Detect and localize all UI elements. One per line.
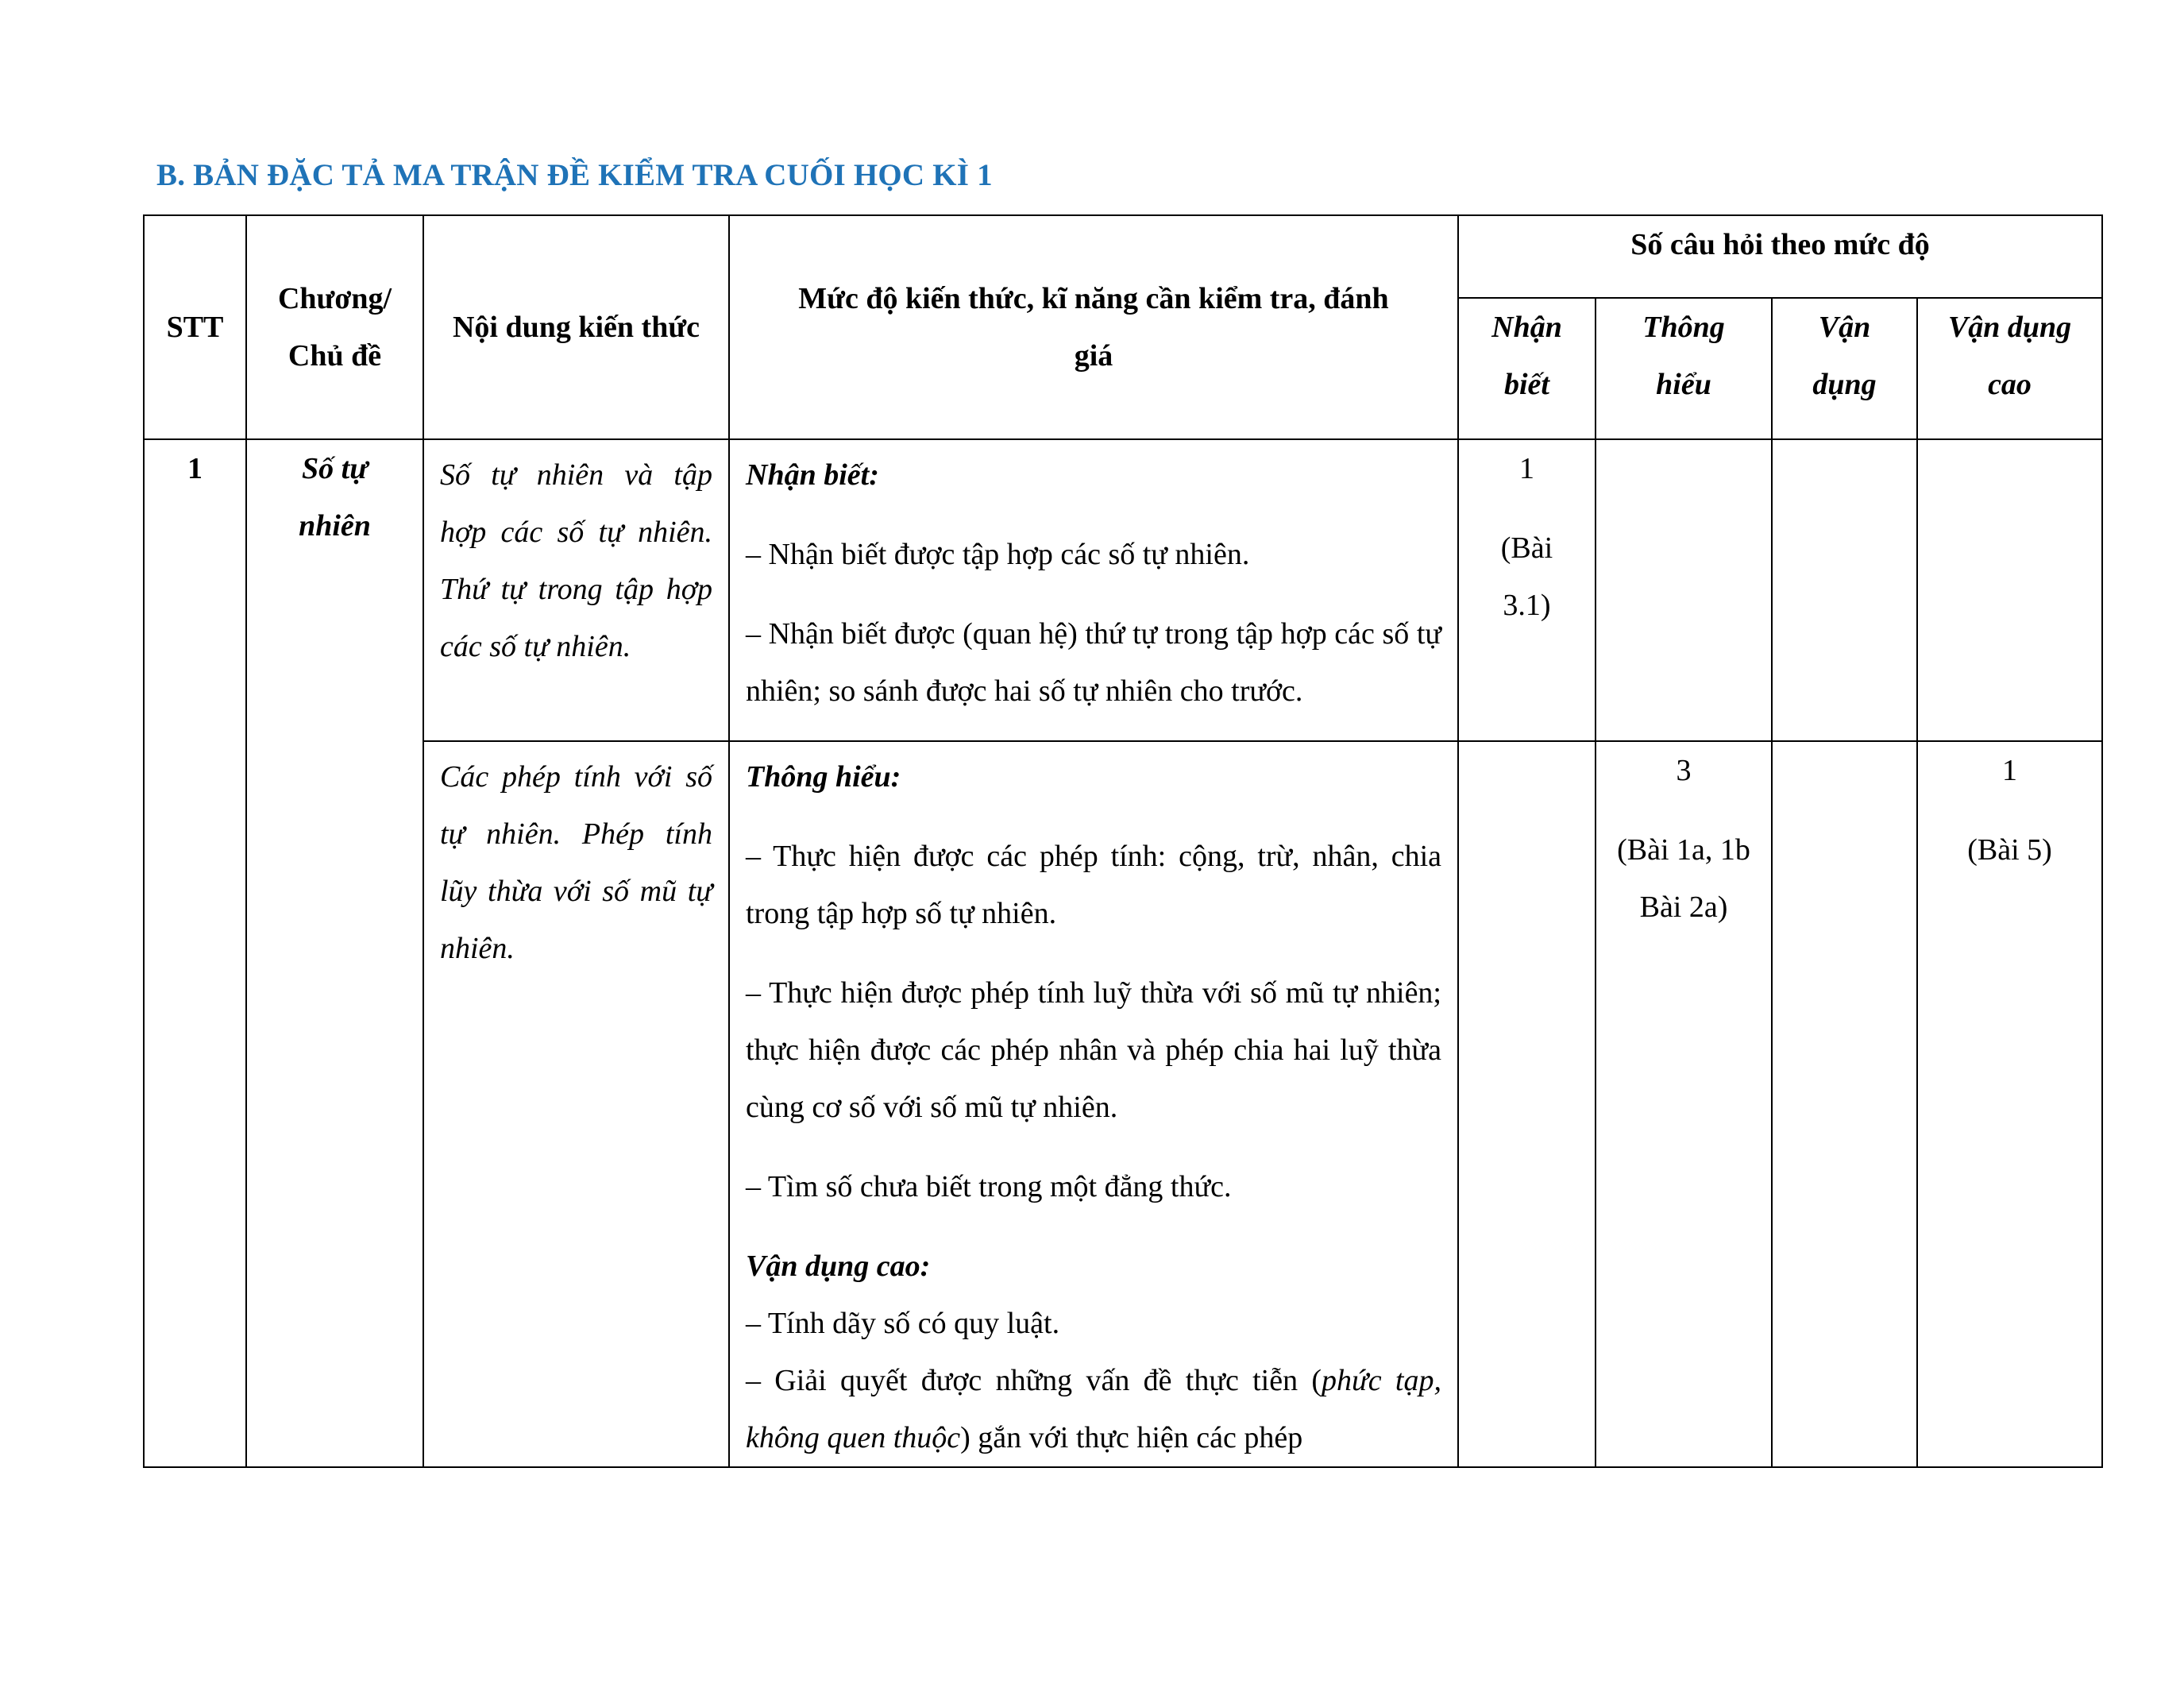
level-understand-cell: Thông hiểu: – Thực hiện được các phép tính: cộng, trừ, nhân, chia trong tập hợp số tự nhiên. – Thực hiện được phép tính luỹ thừa với số mũ tự nhiên; thực hiện được các phép nhân và phép chia hai luỹ thừa cùng cơ số với số mũ tự nhiên. – Tìm số chưa biết trong một đẳng thức. Vận dụng cao: – Tính dãy số có quy luật. – Giải quyết được những vấn đề thực tiễn (phức tạp, không quen thuộc) gắn với thực hiện các phép bbox=[729, 741, 1458, 1467]
understand-count-cell: 3 (Bài 1a, 1b Bài 2a) bbox=[1596, 741, 1772, 1467]
recognize-count-cell-b bbox=[1458, 741, 1596, 1467]
understand-count-cell-a bbox=[1596, 439, 1772, 741]
header-level: Mức độ kiến thức, kĩ năng cần kiểm tra, đánh giá bbox=[729, 215, 1458, 439]
recognize-count-cell: 1 (Bài 3.1) bbox=[1458, 439, 1596, 741]
high-apply-count-cell-a bbox=[1917, 439, 2102, 741]
level-recognize-cell: Nhận biết: – Nhận biết được tập hợp các số tự nhiên. – Nhận biết được (quan hệ) thứ tự trong tập hợp các số tự nhiên; so sánh được hai số tự nhiên cho trước. bbox=[729, 439, 1458, 741]
row-chapter: Số tự nhiên bbox=[246, 439, 423, 1467]
content-natural-numbers: Số tự nhiên và tập hợp các số tự nhiên. Thứ tự trong tập hợp các số tự nhiên. bbox=[423, 439, 729, 741]
header-question-count: Số câu hỏi theo mức độ bbox=[1458, 215, 2102, 298]
apply-count-cell-b bbox=[1772, 741, 1917, 1467]
section-title: B. BẢN ĐẶC TẢ MA TRẬN ĐỀ KIỂM TRA CUỐI HỌC KÌ 1 bbox=[156, 158, 993, 192]
specification-table bbox=[143, 214, 2103, 1468]
header-chapter: Chương/ Chủ đề bbox=[246, 215, 423, 439]
row-stt: 1 bbox=[144, 439, 246, 1467]
header-understand: Thông hiểu bbox=[1596, 298, 1772, 439]
header-high-apply: Vận dụng cao bbox=[1917, 298, 2102, 439]
header-stt: STT bbox=[144, 215, 246, 439]
high-apply-count-cell: 1 (Bài 5) bbox=[1917, 741, 2102, 1467]
header-apply: Vận dụng bbox=[1772, 298, 1917, 439]
header-recognize: Nhận biết bbox=[1458, 298, 1596, 439]
apply-count-cell-a bbox=[1772, 439, 1917, 741]
content-operations: Các phép tính với số tự nhiên. Phép tính lũy thừa với số mũ tự nhiên. bbox=[423, 741, 729, 1467]
header-content: Nội dung kiến thức bbox=[423, 215, 729, 439]
